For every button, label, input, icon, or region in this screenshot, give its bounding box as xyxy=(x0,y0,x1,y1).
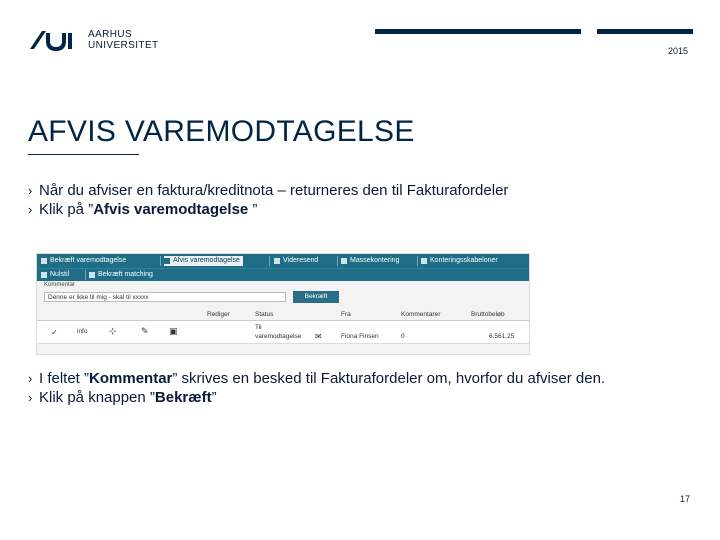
toolbar-button-label: Videresend xyxy=(283,257,319,264)
comment-input[interactable]: Denne er ikke til mig - skal til xxxxx xyxy=(44,292,286,302)
university-name xyxy=(88,29,159,51)
column-header[interactable]: Status xyxy=(255,311,274,318)
table-icon xyxy=(341,258,347,264)
status-line-2: varemodtagelse xyxy=(255,333,302,340)
title-underline xyxy=(28,154,139,155)
bullet-bold-text: Bekræft xyxy=(154,389,212,406)
bullet-chevron-icon: › xyxy=(28,202,33,217)
column-header[interactable]: Bruttobeløb xyxy=(471,311,505,318)
bullet-item xyxy=(28,181,688,200)
from-cell: Fiona Finsen xyxy=(341,333,379,340)
au-logo-icon xyxy=(28,27,76,51)
mass-coding-button[interactable] xyxy=(341,256,399,266)
check-icon xyxy=(41,258,47,264)
bullet-item xyxy=(28,369,688,388)
column-header[interactable]: Fra xyxy=(341,311,351,318)
toolbar-divider xyxy=(160,256,161,266)
bullet-list-bottom xyxy=(28,369,688,407)
forward-icon xyxy=(274,258,280,264)
info-link[interactable]: info xyxy=(77,328,88,335)
bullet-text: Klik på knappen ” xyxy=(39,389,155,406)
bullet-text: I feltet ” xyxy=(39,370,90,387)
status-line-1: Til xyxy=(255,324,262,331)
bullet-text-after: ” xyxy=(248,201,258,218)
bullet-chevron-icon: › xyxy=(28,183,33,198)
bullet-text: Når du afviser en faktura/kreditnota – returneres den til Fakturafordeler xyxy=(39,182,509,199)
toolbar-button-label: Massekontering xyxy=(350,257,400,264)
document-icon[interactable]: ▣ xyxy=(169,326,178,336)
checkmark-icon[interactable]: ✓ xyxy=(51,328,58,337)
reset-button[interactable] xyxy=(41,270,69,280)
check-icon xyxy=(89,272,95,278)
table-row[interactable] xyxy=(37,321,529,344)
bullet-item xyxy=(28,388,688,407)
toolbar-button-label: Konteringsskabeloner xyxy=(430,257,498,264)
toolbar-divider xyxy=(85,270,86,280)
column-header[interactable]: Kommentarer xyxy=(401,311,441,318)
toolbar-divider xyxy=(269,256,270,266)
template-icon xyxy=(421,258,427,264)
confirm-button[interactable]: Bekræft xyxy=(293,291,339,303)
bullet-chevron-icon: › xyxy=(28,390,33,405)
coding-templates-button[interactable] xyxy=(421,256,498,266)
toolbar-divider xyxy=(417,256,418,266)
toolbar-row-1 xyxy=(37,254,529,268)
header-bar-right xyxy=(597,29,693,34)
bullet-text: Klik på ” xyxy=(39,201,94,218)
comment-label: Kommentar xyxy=(44,282,76,288)
comments-cell: 0 xyxy=(401,333,405,340)
grid-header xyxy=(37,310,529,321)
confirm-receipt-button[interactable] xyxy=(41,256,126,266)
embedded-screenshot xyxy=(36,253,530,355)
toolbar-button-label: Nulstil xyxy=(50,271,70,278)
bullet-item xyxy=(28,200,688,219)
forward-button[interactable] xyxy=(274,256,318,266)
reject-receipt-button[interactable] xyxy=(164,256,243,266)
reject-icon xyxy=(164,258,170,264)
bullet-list-top xyxy=(28,181,688,219)
bullet-bold-text: Kommentar xyxy=(89,370,173,387)
bullet-chevron-icon: › xyxy=(28,371,33,386)
split-icon[interactable]: ⊹ xyxy=(109,326,117,336)
toolbar-button-label: Bekræft varemodtagelse xyxy=(50,257,127,264)
university-name-line2: UNIVERSITET xyxy=(88,40,159,51)
reset-icon xyxy=(41,272,47,278)
edit-icon[interactable]: ✎ xyxy=(141,326,149,336)
bullet-text-after: ” skrives en besked til Fakturafordeler om, hvorfor du afviser den. xyxy=(172,370,606,387)
toolbar-divider xyxy=(337,256,338,266)
bullet-text-after: ” xyxy=(211,389,217,406)
university-name-line1: AARHUS xyxy=(88,29,133,40)
toolbar-button-label: Afvis varemodtagelse xyxy=(173,257,240,264)
bullet-bold-text: Afvis varemodtagelse xyxy=(93,201,249,218)
column-header[interactable]: Rediger xyxy=(207,311,230,318)
chat-icon[interactable]: ✉ xyxy=(315,332,322,341)
year-label: 2015 xyxy=(668,46,689,56)
gross-amount-cell: 6.561,25 xyxy=(489,333,515,340)
confirm-matching-button[interactable] xyxy=(89,270,153,280)
page-number: 17 xyxy=(680,494,691,504)
toolbar-button-label: Bekræft matching xyxy=(98,271,153,278)
toolbar-row-2 xyxy=(37,268,529,281)
slide-title: AFVIS VAREMODTAGELSE xyxy=(28,115,415,148)
header-bar-left xyxy=(375,29,581,34)
